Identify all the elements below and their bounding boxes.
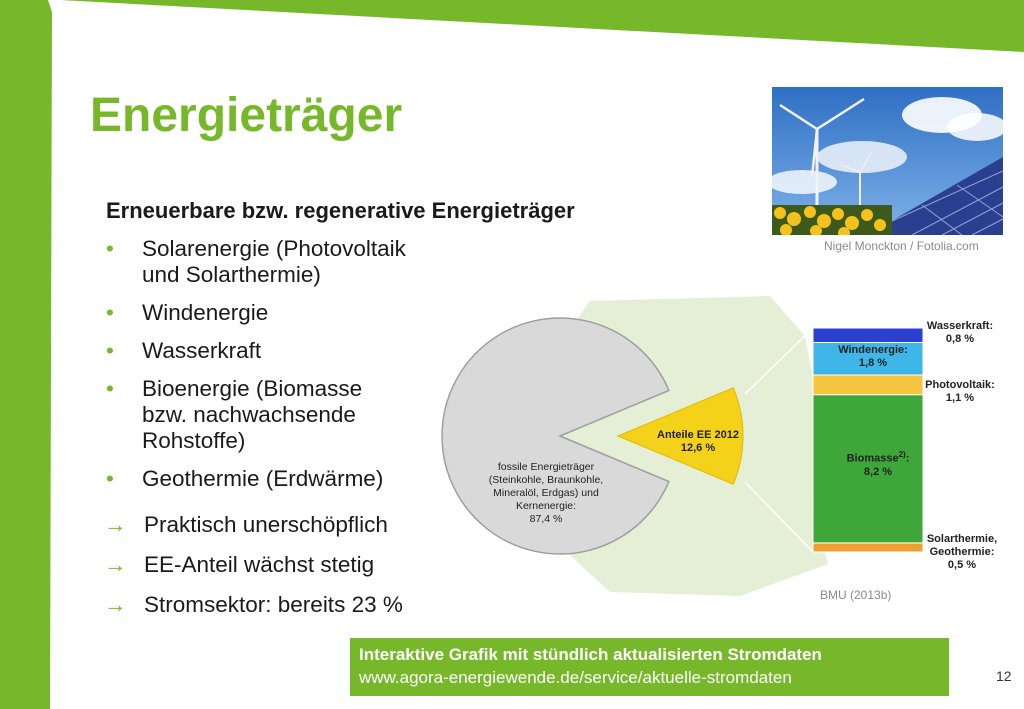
list-item: [106, 376, 412, 454]
renewables-value: 12,6 %: [680, 442, 716, 454]
hydro-value: 0,8 %: [945, 333, 975, 345]
biomass-footnote: 2): [898, 450, 906, 459]
key-point-text: Stromsektor: bereits 23 %: [144, 592, 403, 617]
bullet-dot: •: [106, 338, 114, 363]
chart-source: BMU (2013b): [820, 588, 892, 602]
bar-segment-solarthermal: [813, 543, 923, 552]
key-point: [104, 592, 403, 632]
fossil-label: fossile Energieträger (Steinkohle, Braunkohle, Mineralöl, Erdgas) und Kernenergie:: [488, 461, 604, 512]
biomass-label: Biomasse: [846, 452, 899, 465]
key-point: [104, 552, 403, 592]
key-point-text: Praktisch unerschöpflich: [144, 512, 388, 537]
bar-segment-hydro: [813, 328, 923, 343]
page-number: 12: [996, 668, 1012, 684]
energy-mix-chart: [440, 296, 1000, 596]
interactive-graphic-banner[interactable]: [350, 638, 949, 696]
list-item: [106, 466, 436, 492]
arrow-right-icon: →: [104, 592, 127, 617]
renewables-label: Anteile EE 2012: [657, 429, 739, 441]
list-item-text: Geothermie (Erdwärme): [142, 466, 384, 491]
pv-label-box: [918, 379, 1000, 409]
key-point-text: EE-Anteil wächst stetig: [144, 552, 375, 577]
bar-segment-photovoltaic: [813, 375, 923, 395]
solarthermal-value: 0,5 %: [947, 559, 977, 571]
renewable-list: [106, 236, 436, 504]
section-heading: Erneuerbare bzw. regenerative Energieträger: [106, 198, 575, 223]
list-item: [106, 338, 436, 364]
list-item-text: Bioenergie (Biomasse bzw. nachwachsende Rohstoffe): [142, 376, 363, 453]
fossil-label-box: [476, 461, 616, 541]
wind-solar-photo: [772, 87, 1003, 235]
list-item-text: Solarenergie (Photovoltaik und Solarthermie): [142, 236, 406, 287]
biomass-value: 8,2 %: [863, 465, 893, 478]
pv-label: Photovoltaik:: [925, 379, 995, 391]
bullet-dot: •: [106, 376, 114, 401]
banner-title: Interaktive Grafik mit stündlich aktualisierten Stromdaten: [359, 645, 822, 664]
solarthermal-label: Solarthermie, Geothermie:: [926, 533, 998, 558]
list-item-text: Windenergie: [142, 300, 269, 325]
bullet-dot: •: [106, 236, 114, 261]
list-item: [106, 236, 436, 288]
list-item-text: Wasserkraft: [142, 338, 262, 363]
page-title: Energieträger: [90, 89, 403, 142]
list-item: [106, 300, 436, 326]
arrow-right-icon: →: [104, 552, 127, 577]
renewables-label-box: [648, 429, 748, 463]
bullet-dot: •: [106, 300, 114, 325]
key-point: [104, 512, 403, 552]
wind-value: 1,8 %: [858, 357, 888, 369]
biomass-label-box: Biomasse$^{2)}$: 8,2 %: [846, 450, 910, 478]
banner-url[interactable]: www.agora-energiewende.de/service/aktuelle-stromdaten: [359, 668, 792, 687]
bullet-dot: •: [106, 466, 114, 491]
key-points: [104, 512, 403, 632]
hydro-label-box: [918, 320, 1000, 350]
solarthermal-label-box: [918, 533, 1000, 577]
arrow-right-icon: →: [104, 512, 127, 537]
wind-label-box: [818, 344, 928, 374]
fossil-value: 87,4 %: [529, 513, 563, 525]
hydro-label: Wasserkraft:: [926, 320, 994, 332]
photo-credit: Nigel Monckton / Fotolia.com: [824, 239, 979, 253]
pv-value: 1,1 %: [945, 392, 975, 404]
wind-label: Windenergie:: [838, 344, 908, 356]
